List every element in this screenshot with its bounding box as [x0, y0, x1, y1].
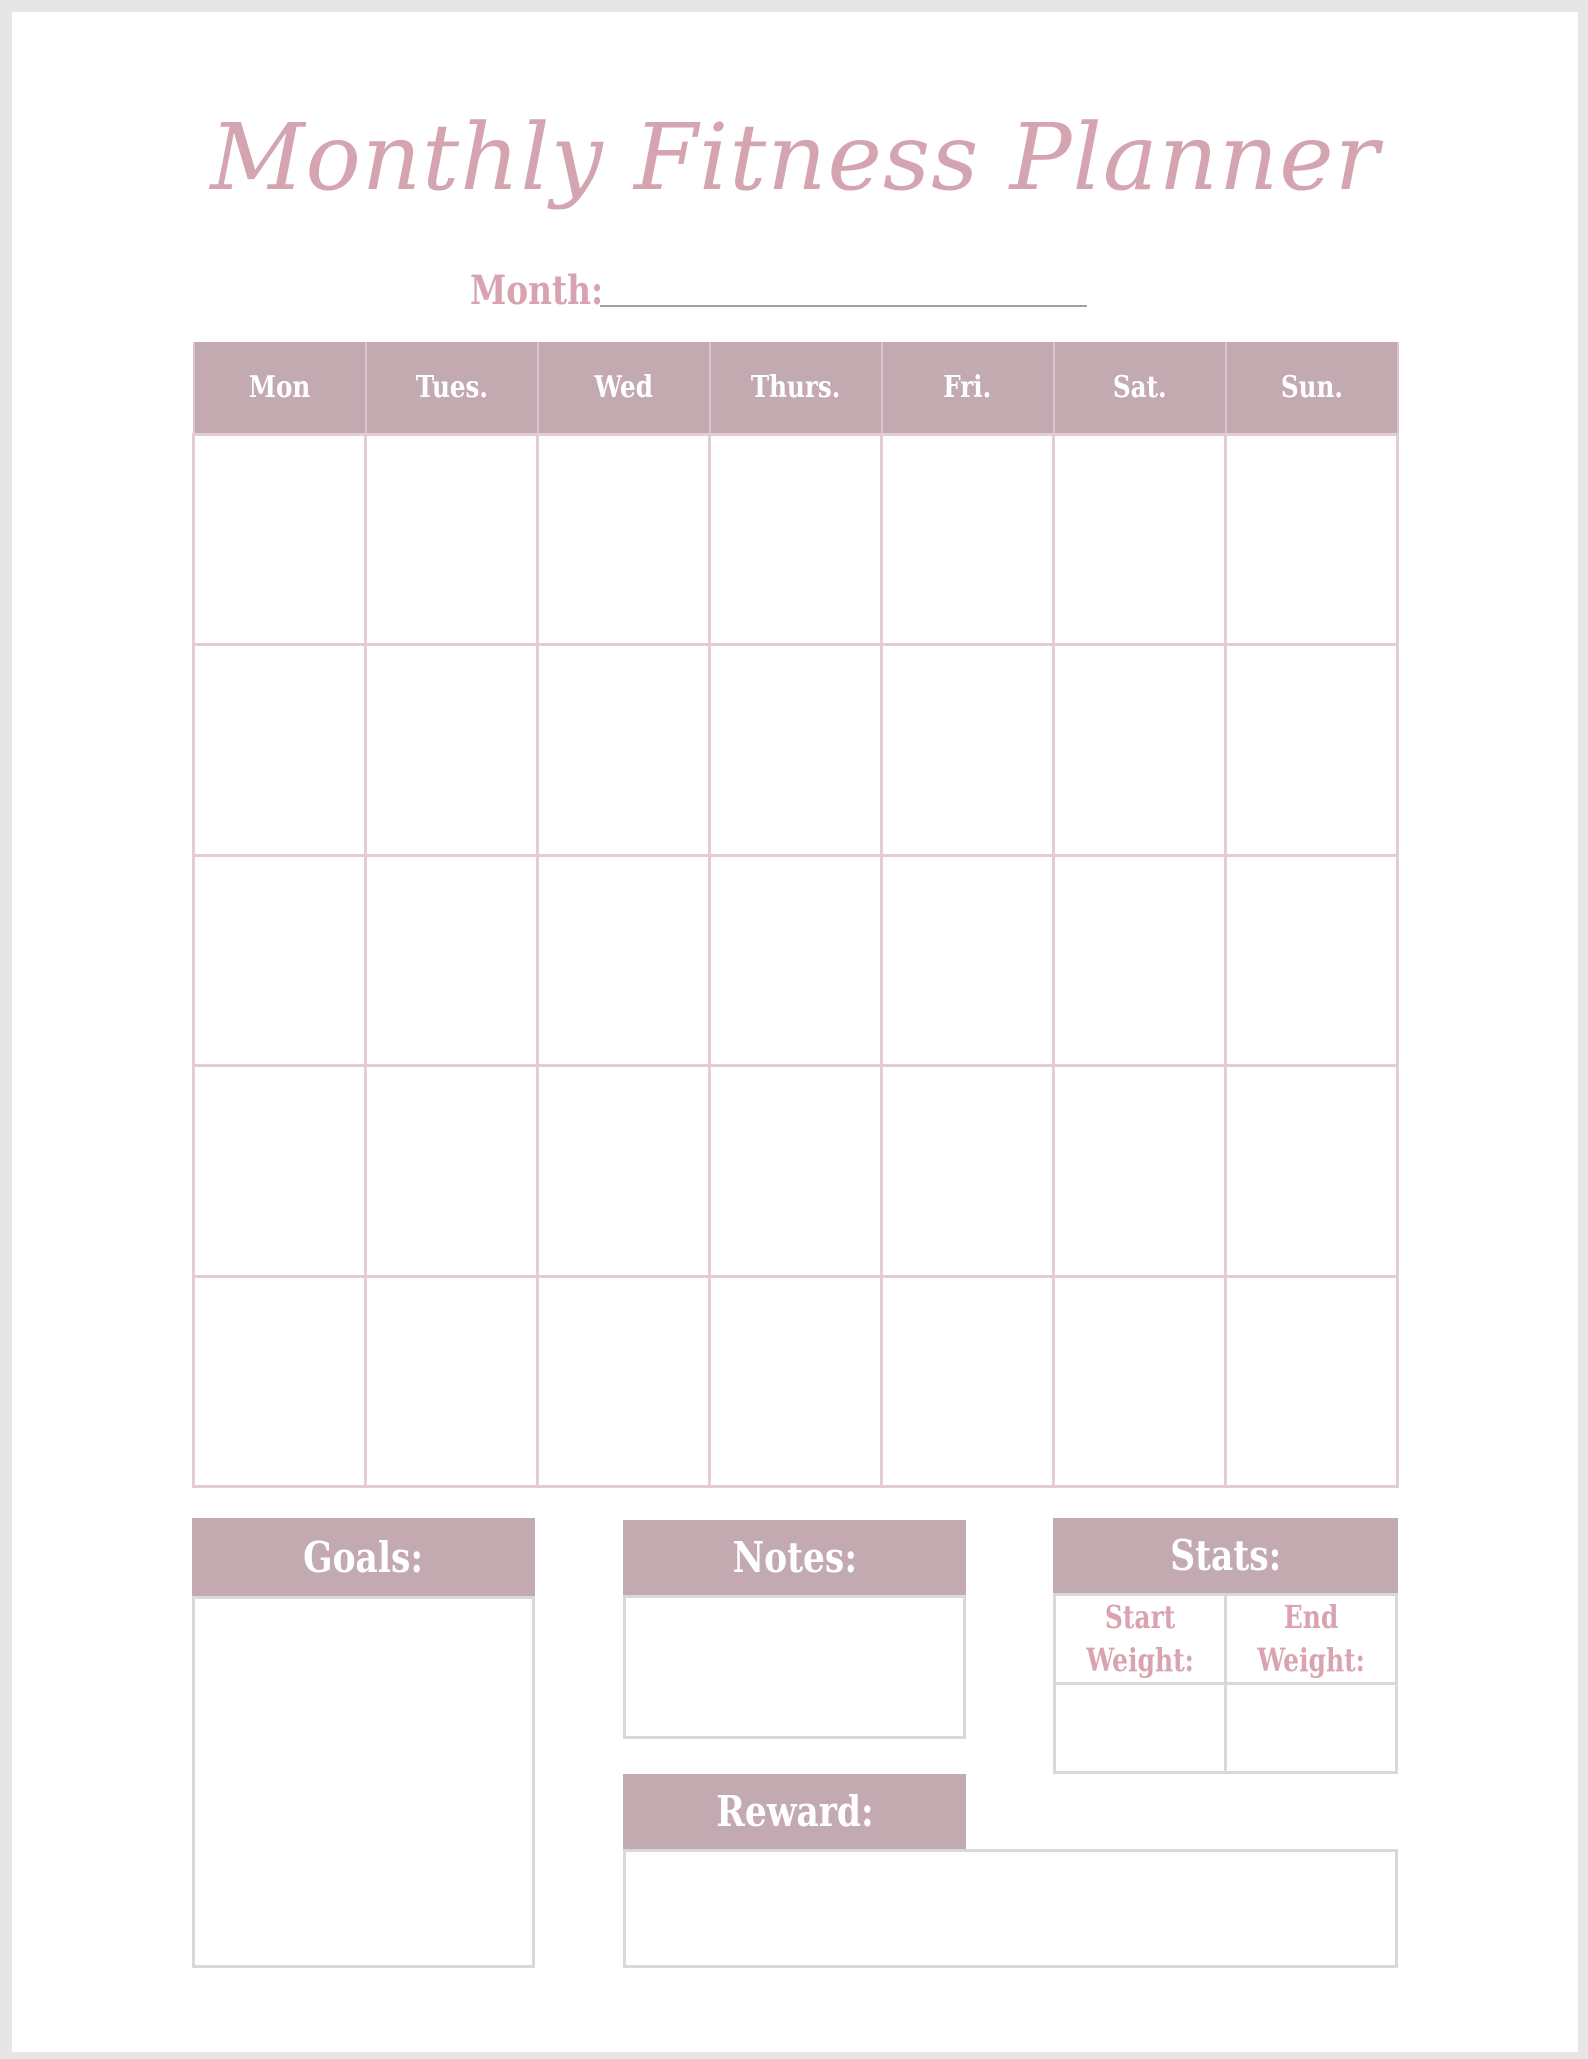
- calendar-week-row: [194, 645, 1398, 855]
- calendar-day-cell[interactable]: [538, 855, 710, 1065]
- calendar-day-cell[interactable]: [882, 1066, 1054, 1276]
- day-header-wed: Wed: [538, 342, 710, 435]
- calendar-day-cell[interactable]: [882, 645, 1054, 855]
- notes-header: Notes:: [623, 1520, 966, 1595]
- calendar-day-cell[interactable]: [366, 435, 538, 645]
- start-weight-field[interactable]: [1053, 1682, 1227, 1774]
- goals-header: Goals:: [192, 1518, 535, 1596]
- calendar-day-cell[interactable]: [1226, 1276, 1398, 1486]
- calendar-week-row: [194, 1276, 1398, 1486]
- calendar-day-cell[interactable]: [882, 855, 1054, 1065]
- end-weight-field[interactable]: [1224, 1682, 1398, 1774]
- day-header-thu: Thurs.: [710, 342, 882, 435]
- calendar-day-cell[interactable]: [1054, 645, 1226, 855]
- calendar-day-cell[interactable]: [1054, 435, 1226, 645]
- page-title: Monthly Fitness Planner: [210, 104, 1380, 211]
- calendar-week-row: [194, 435, 1398, 645]
- calendar-header-row: [194, 342, 1398, 435]
- calendar-day-cell[interactable]: [366, 645, 538, 855]
- day-header-tue: Tues.: [366, 342, 538, 435]
- month-field-line[interactable]: [600, 305, 1087, 307]
- calendar-day-cell[interactable]: [538, 1276, 710, 1486]
- calendar-day-cell[interactable]: [1054, 1066, 1226, 1276]
- calendar-day-cell[interactable]: [882, 1276, 1054, 1486]
- calendar-day-cell[interactable]: [366, 855, 538, 1065]
- reward-header: Reward:: [623, 1774, 966, 1849]
- calendar-grid: [192, 342, 1399, 1488]
- start-weight-label: Start Weight:: [1086, 1598, 1194, 1679]
- reward-box[interactable]: [623, 1849, 1398, 1968]
- calendar-day-cell[interactable]: [1226, 645, 1398, 855]
- calendar-day-cell[interactable]: [710, 855, 882, 1065]
- calendar-day-cell[interactable]: [1226, 435, 1398, 645]
- calendar-day-cell[interactable]: [538, 1066, 710, 1276]
- calendar-day-cell[interactable]: [194, 1276, 366, 1486]
- calendar-body: [194, 435, 1398, 1487]
- calendar-day-cell[interactable]: [1054, 1276, 1226, 1486]
- day-header-sun: Sun.: [1226, 342, 1398, 435]
- stats-header: Stats:: [1053, 1518, 1398, 1593]
- calendar-week-row: [194, 855, 1398, 1065]
- calendar-day-cell[interactable]: [710, 1276, 882, 1486]
- end-weight-label: End Weight:: [1257, 1598, 1365, 1679]
- calendar-day-cell[interactable]: [538, 645, 710, 855]
- calendar-day-cell[interactable]: [538, 435, 710, 645]
- planner-page: [12, 12, 1578, 2052]
- goals-box[interactable]: [192, 1596, 535, 1968]
- calendar-week-row: [194, 1066, 1398, 1276]
- day-header-mon: Mon: [194, 342, 366, 435]
- calendar-day-cell[interactable]: [194, 1066, 366, 1276]
- calendar-day-cell[interactable]: [366, 1066, 538, 1276]
- calendar-day-cell[interactable]: [194, 645, 366, 855]
- day-header-fri: Fri.: [882, 342, 1054, 435]
- calendar-day-cell[interactable]: [710, 435, 882, 645]
- month-label: Month:: [470, 267, 604, 314]
- day-header-sat: Sat.: [1054, 342, 1226, 435]
- calendar-day-cell[interactable]: [710, 1066, 882, 1276]
- calendar-day-cell[interactable]: [194, 435, 366, 645]
- notes-box[interactable]: [623, 1595, 966, 1739]
- calendar-day-cell[interactable]: [882, 435, 1054, 645]
- calendar-day-cell[interactable]: [1226, 1066, 1398, 1276]
- calendar-day-cell[interactable]: [1226, 855, 1398, 1065]
- calendar-day-cell[interactable]: [366, 1276, 538, 1486]
- calendar-day-cell[interactable]: [710, 645, 882, 855]
- calendar-day-cell[interactable]: [194, 855, 366, 1065]
- calendar-day-cell[interactable]: [1054, 855, 1226, 1065]
